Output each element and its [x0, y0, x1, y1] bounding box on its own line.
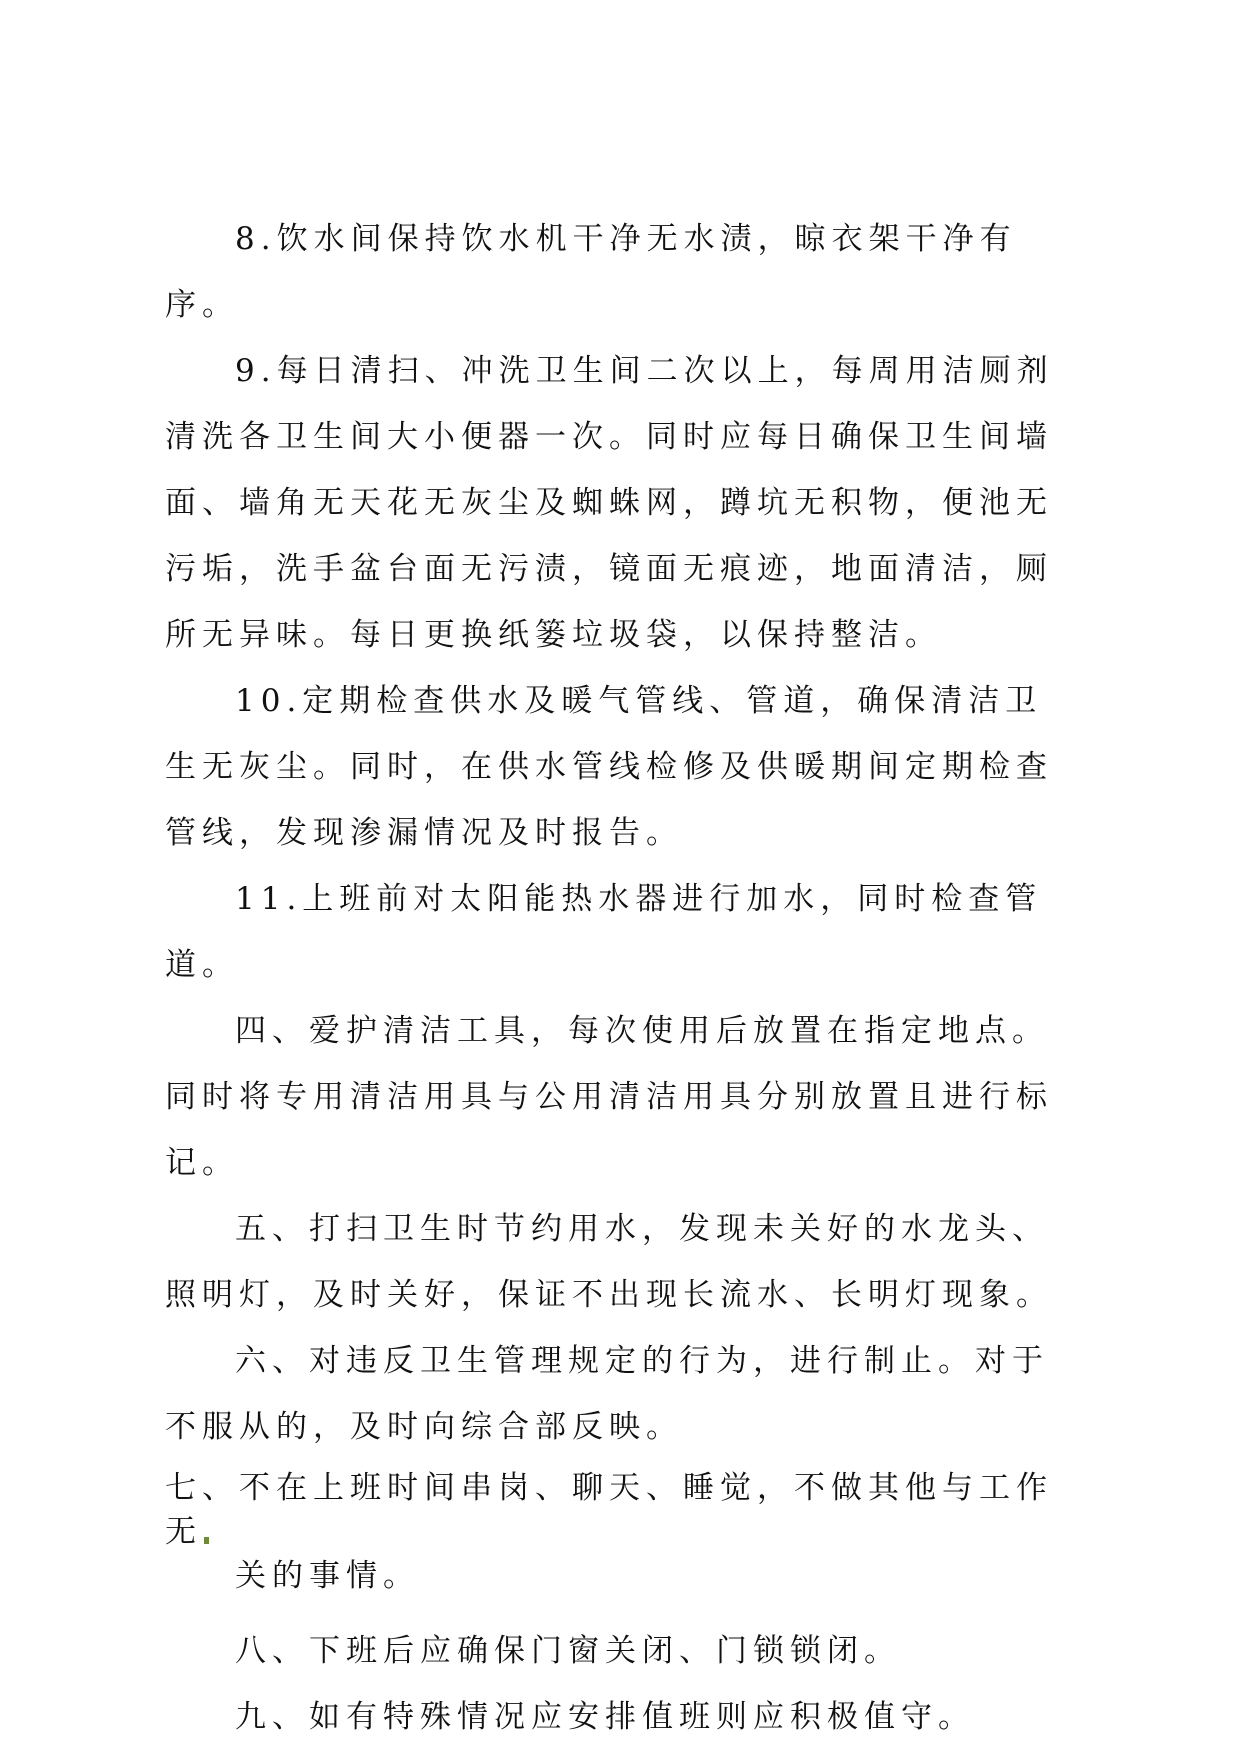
paragraph-section-9: 九、如有特殊情况应安排值班则应积极值守。	[235, 1699, 975, 1735]
section-7-line-2: 关的事情。	[235, 1558, 420, 1594]
paragraph-item-9: 9.每日清扫、冲洗卫生间二次以上，每周用洁厕剂清洗各卫生间大小便器一次。同时应每日确保卫生间墙面、墙角无天花无灰尘及蜘蛛网，蹲坑无积物，便池无污垢，洗手盆台面无污渍，镜面无痕迹，地面清洁，厕所无异味。每日更换纸篓垃圾袋，以保持整洁。	[165, 353, 1054, 653]
paragraph-section-4: 四、爱护清洁工具，每次使用后放置在指定地点。同时将专用清洁用具与公用清洁用具分别放置且进行标记。	[165, 1013, 1053, 1181]
paragraph-item-10: 10.定期检查供水及暖气管线、管道，确保清洁卫生无灰尘。同时，在供水管线检修及供暖期间定期检查管线，发现渗漏情况及时报告。	[165, 683, 1053, 851]
section-7-line-1: 七、不在上班时间串岗、聊天、睡觉，不做其他与工作无	[165, 1470, 1053, 1550]
paragraph-section-5: 五、打扫卫生时节约用水，发现未关好的水龙头、照明灯，及时关好，保证不出现长流水、长明灯现象。	[165, 1211, 1053, 1313]
text-cursor-mark-icon	[204, 1537, 209, 1544]
paragraph-section-7	[165, 1460, 1075, 1618]
paragraph-item-8: 8.饮水间保持饮水机干净无水渍，晾衣架干净有序。	[165, 221, 1017, 323]
document-body	[165, 206, 1075, 1750]
paragraph-section-6: 六、对违反卫生管理规定的行为，进行制止。对于不服从的，及时向综合部反映。	[165, 1343, 1049, 1445]
paragraph-section-8: 八、下班后应确保门窗关闭、门锁锁闭。	[235, 1633, 901, 1669]
paragraph-item-11: 11.上班前对太阳能热水器进行加水，同时检查管道。	[165, 881, 1043, 983]
